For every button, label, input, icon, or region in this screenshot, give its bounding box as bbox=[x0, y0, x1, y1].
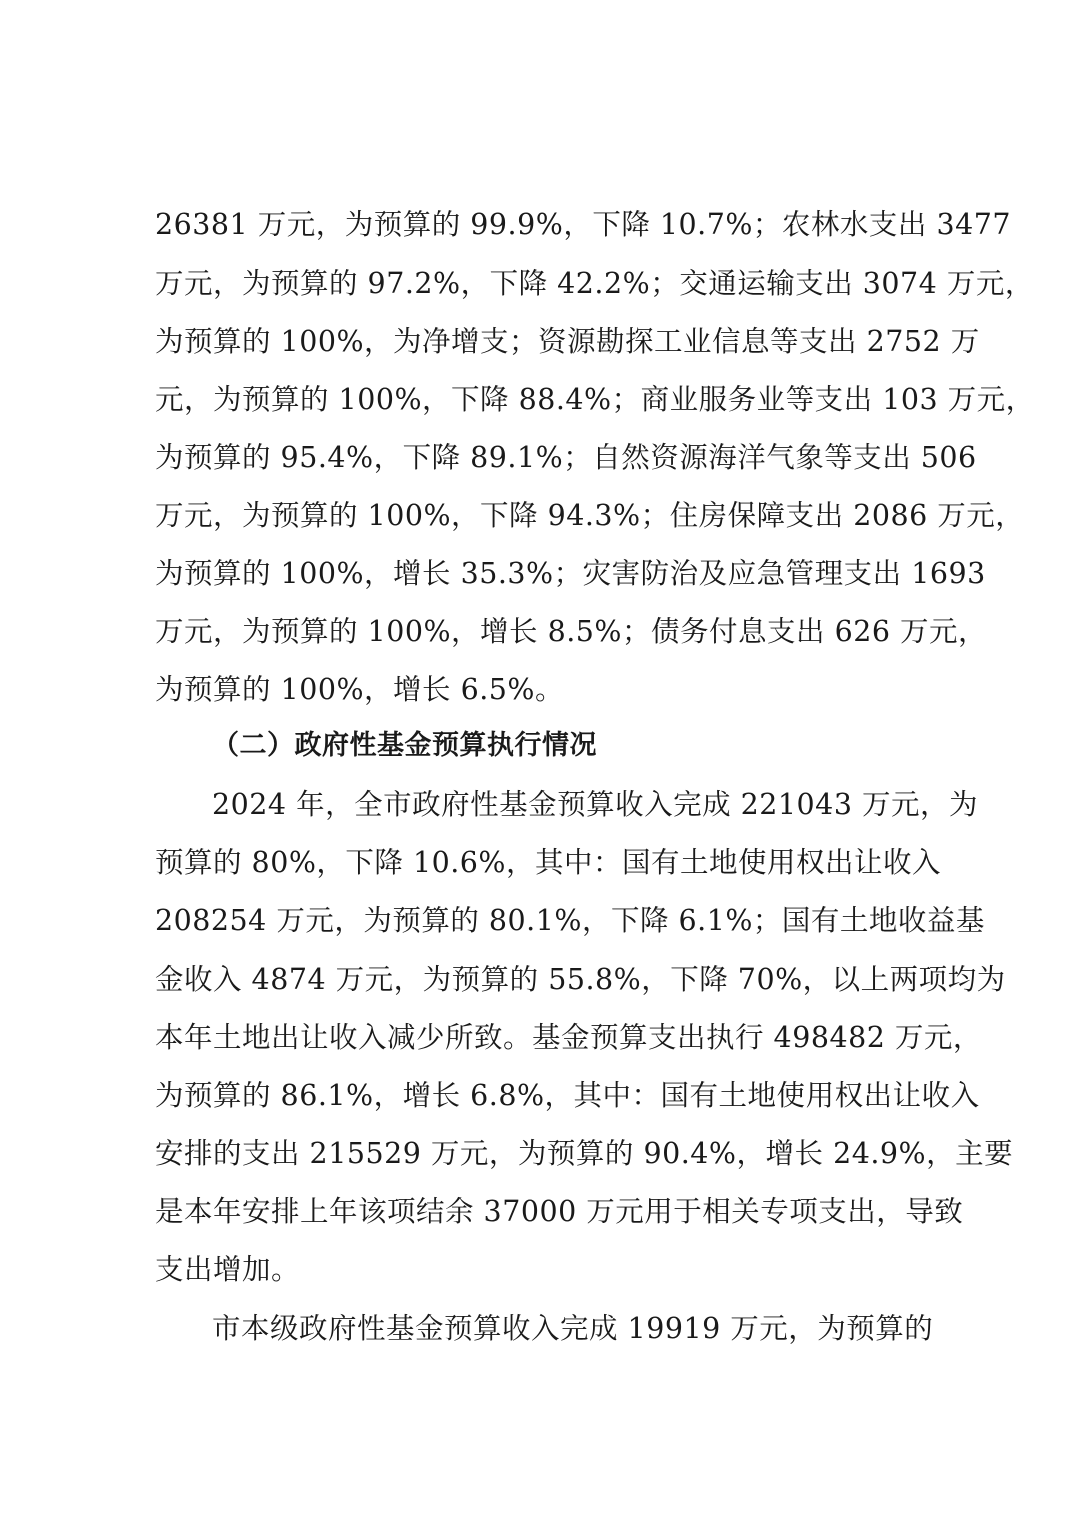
text-line: 支出增加。 bbox=[155, 1253, 301, 1286]
text-line: 安排的支出 215529 万元，为预算的 90.4%，增长 24.9%，主要 bbox=[155, 1137, 1014, 1170]
text-line: 208254 万元，为预算的 80.1%，下降 6.1%；国有土地收益基 bbox=[155, 904, 985, 937]
text-line: 万元，为预算的 100%，增长 8.5%；债务付息支出 626 万元， bbox=[155, 615, 988, 648]
section-heading: （二）政府性基金预算执行情况 bbox=[212, 730, 597, 761]
text-line: 为预算的 100%，为净增支；资源勘探工业信息等支出 2752 万 bbox=[155, 325, 980, 358]
text-line: 万元，为预算的 97.2%，下降 42.2%；交通运输支出 3074 万元， bbox=[155, 267, 1034, 300]
text-line: 是本年安排上年该项结余 37000 万元用于相关专项支出，导致 bbox=[155, 1195, 964, 1228]
text-line: 本年土地出让收入减少所致。基金预算支出执行 498482 万元， bbox=[155, 1021, 982, 1054]
text-line: 为预算的 100%，增长 35.3%；灾害防治及应急管理支出 1693 bbox=[155, 557, 986, 590]
text-line: 预算的 80%，下降 10.6%，其中：国有土地使用权出让收入 bbox=[155, 846, 942, 879]
text-line: 为预算的 100%，增长 6.5%。 bbox=[155, 673, 565, 706]
text-line: 元，为预算的 100%，下降 88.4%；商业服务业等支出 103 万元， bbox=[155, 383, 1035, 416]
text-line: 万元，为预算的 100%，下降 94.3%；住房保障支出 2086 万元， bbox=[155, 499, 1025, 532]
text-line: 市本级政府性基金预算收入完成 19919 万元，为预算的 bbox=[212, 1312, 934, 1345]
text-line: 26381 万元，为预算的 99.9%，下降 10.7%；农林水支出 3477 bbox=[155, 208, 1012, 241]
text-line: 2024 年，全市政府性基金预算收入完成 221043 万元，为 bbox=[212, 788, 979, 821]
text-line: 金收入 4874 万元，为预算的 55.8%，下降 70%，以上两项均为 bbox=[155, 963, 1006, 996]
text-line: 为预算的 95.4%，下降 89.1%；自然资源海洋气象等支出 506 bbox=[155, 441, 977, 474]
text-line: 为预算的 86.1%，增长 6.8%，其中：国有土地使用权出让收入 bbox=[155, 1079, 980, 1112]
